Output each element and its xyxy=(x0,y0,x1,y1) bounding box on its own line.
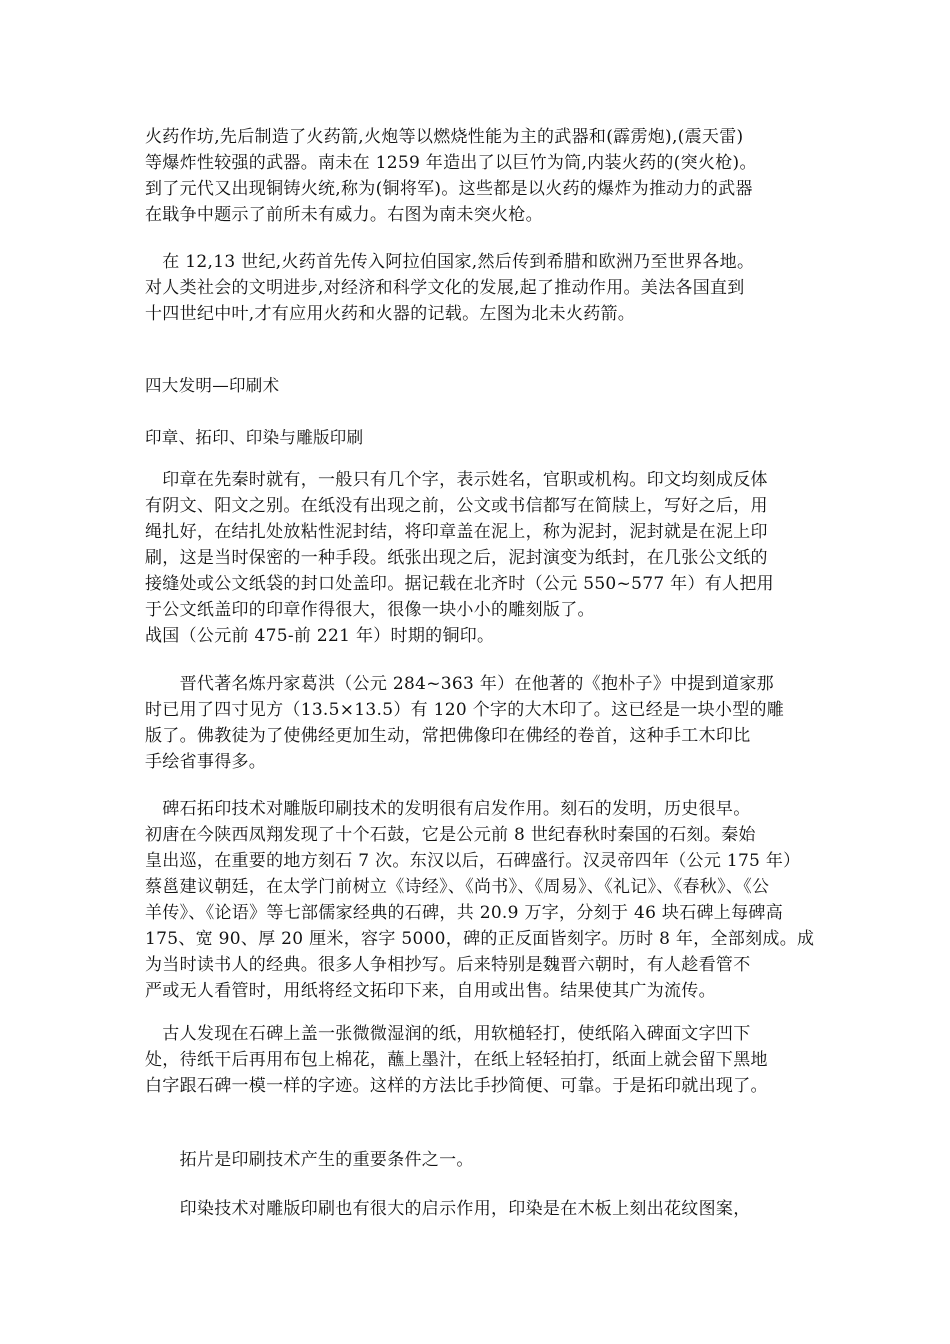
text-line: 手绘省事得多。 xyxy=(145,752,267,772)
heading-text: 印章、拓印、印染与雕版印刷 xyxy=(145,428,364,447)
text-line: 火药作坊,先后制造了火药箭,火炮等以燃烧性能为主的武器和(霹雳炮),(震天雷) xyxy=(145,127,744,147)
text-line: 绳扎好，在结扎处放粘性泥封结，将印章盖在泥上，称为泥封，泥封就是在泥上印 xyxy=(145,522,768,542)
text-line: 于公文纸盖印的印章作得很大，很像一块小小的雕刻版了。 xyxy=(145,600,595,620)
text-line: 蔡邕建议朝廷，在太学门前树立《诗经》、《尚书》、《周易》、《礼记》、《春秋》、《公 xyxy=(145,877,770,897)
text-line: 版了。佛教徒为了使佛经更加生动，常把佛像印在佛经的卷首，这种手工木印比 xyxy=(145,726,751,746)
text-line: 十四世纪中叶,才有应用火药和火器的记载。左图为北未火药箭。 xyxy=(145,304,636,324)
text-line: 白字跟石碑一模一样的字迹。这样的方法比手抄简便、可靠。于是拓印就出现了。 xyxy=(145,1076,768,1096)
text-line: 初唐在今陕西凤翔发现了十个石鼓，它是公元前 8 世纪春秋时秦国的石刻。秦始 xyxy=(145,825,756,845)
paragraph-gunpowder-spread xyxy=(145,249,815,327)
text-line: 晋代著名炼丹家葛洪（公元 284~363 年）在他著的《抱朴子》中提到道家那 xyxy=(145,674,774,694)
text-line: 羊传》、《论语》等七部儒家经典的石碑，共 20.9 万字，分刻于 46 块石碑上每碑高 xyxy=(145,903,783,923)
text-line: 严或无人看管时，用纸将经文拓印下来，自用或出售。结果使其广为流传。 xyxy=(145,981,716,1001)
text-line: 到了元代又出现铜铸火统,称为(铜将军)。这些都是以火药的爆炸为推动力的武器 xyxy=(145,179,753,199)
text-line: 拓片是印刷技术产生的重要条件之一。 xyxy=(145,1150,474,1170)
subsection-heading-seals xyxy=(145,425,815,451)
text-line: 碑石拓印技术对雕版印刷技术的发明很有启发作用。刻石的发明，历史很早。 xyxy=(145,799,751,819)
text-line: 175、宽 90、厚 20 厘米，容字 5000，碑的正反面皆刻字。历时 8 年，全部刻成。成 xyxy=(145,929,815,949)
text-line: 印染技术对雕版印刷也有很大的启示作用，印染是在木板上刻出花纹图案， xyxy=(145,1199,751,1219)
caption-line: 战国（公元前 475-前 221 年）时期的铜印。 xyxy=(145,626,495,646)
paragraph-ge-hong xyxy=(145,671,815,775)
paragraph-gunpowder-weapons xyxy=(145,124,815,228)
text-line: 古人发现在石碑上盖一张微微湿润的纸，用软槌轻打，使纸陷入碑面文字凹下 xyxy=(145,1024,751,1044)
paragraph-rubbing-method xyxy=(145,1021,815,1099)
text-line: 对人类社会的文明进步,对经济和科学文化的发展,起了推动作用。美法各国直到 xyxy=(145,278,745,298)
text-line: 时已用了四寸见方（13.5×13.5）有 120 个字的大木印了。这已经是一块小型的雕 xyxy=(145,700,785,720)
text-line: 有阴文、阳文之别。在纸没有出现之前，公文或书信都写在简牍上，写好之后，用 xyxy=(145,496,768,516)
text-line: 刷，这是当时保密的一种手段。纸张出现之后，泥封演变为纸封，在几张公文纸的 xyxy=(145,548,768,568)
text-line: 等爆炸性较强的武器。南未在 1259 年造出了以巨竹为筒,内装火药的(突火枪)。 xyxy=(145,153,757,173)
text-line: 处，待纸干后再用布包上棉花，蘸上墨汁，在纸上轻轻拍打，纸面上就会留下黑地 xyxy=(145,1050,768,1070)
paragraph-stele-rubbing xyxy=(145,796,815,1004)
text-line: 接缝处或公文纸袋的封口处盖印。据记载在北齐时（公元 550~577 年）有人把用 xyxy=(145,574,774,594)
heading-text: 四大发明—印刷术 xyxy=(145,376,280,395)
text-line: 在戢争中题示了前所未有威力。右图为南未突火枪。 xyxy=(145,205,543,225)
text-line: 皇出巡，在重要的地方刻石 7 次。东汉以后，石碑盛行。汉灵帝四年（公元 175 年） xyxy=(145,851,801,871)
paragraph-seals xyxy=(145,467,815,649)
text-line: 在 12,13 世纪,火药首先传入阿拉伯国家,然后传到希腊和欧洲乃至世界各地。 xyxy=(145,252,755,272)
text-line: 印章在先秦时就有，一般只有几个字，表示姓名，官职或机构。印文均刻成反体 xyxy=(145,470,768,490)
paragraph-dyeing xyxy=(145,1196,815,1222)
text-line: 为当时读书人的经典。很多人争相抄写。后来特别是魏晋六朝时，有人趁看管不 xyxy=(145,955,751,975)
section-heading-printing xyxy=(145,373,815,399)
paragraph-rubbing-condition xyxy=(145,1147,815,1173)
